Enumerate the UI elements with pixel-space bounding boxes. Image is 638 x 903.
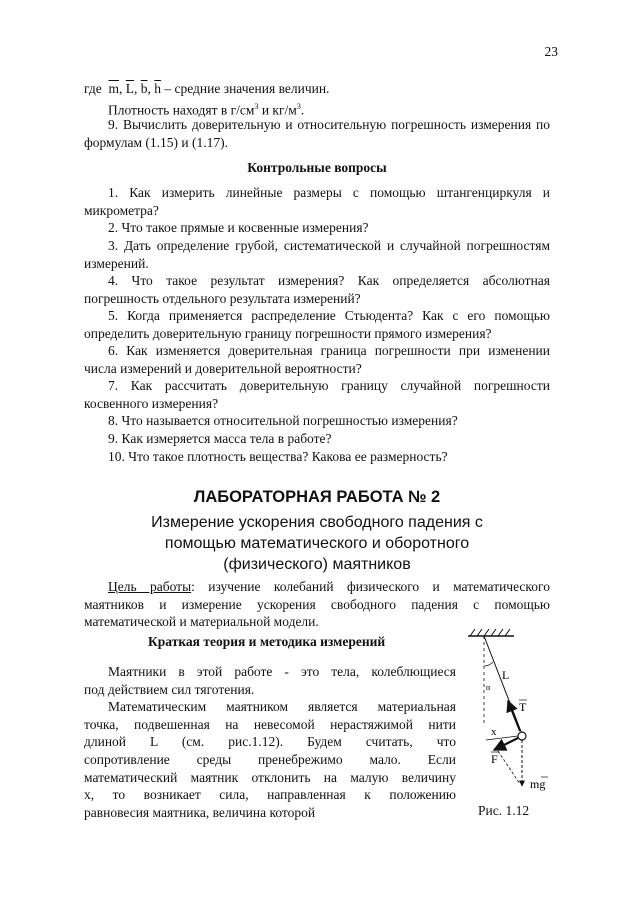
question-8: 8. Что называется относительной погрешностью измерения? xyxy=(108,413,458,428)
question-3: 3. Дать определение грубой, систематической и случайной погрешностям измерений. xyxy=(84,238,550,271)
lab-subtitle-line-1: Измерение ускорения свободного падения с xyxy=(151,514,483,531)
goal-label: Цель работы xyxy=(108,579,192,594)
var-L: $\overline{L}$ xyxy=(125,81,134,96)
questions-heading: Контрольные вопросы xyxy=(247,160,387,175)
theory-line-5: длиной L (см. рис.1.12). Будем считать, что xyxy=(84,734,456,750)
note-prefix: где xyxy=(84,81,102,96)
pendulum-figure xyxy=(458,626,558,806)
density-a: Плотность находят в г/см xyxy=(108,102,255,118)
item-9-calc: 9. Вычислить доверительную и относительную погрешность измерения по формулам (1.15) и (1.17). xyxy=(84,117,550,150)
var-m: $\overline{m}$ xyxy=(108,81,119,96)
formula-note: где $\overline{m}$, $\overline{L}$, $\overline{b}$, $\overline{h}$ – средние значения величин. xyxy=(84,81,330,96)
question-9: 9. Как измеряется масса тела в работе? xyxy=(108,431,332,446)
question-5: 5. Когда применяется распределение Стьюдента? Как с его помощью определить доверительную границу погрешности прямого измерения? xyxy=(84,308,550,341)
sup-3a: 3 xyxy=(254,102,259,111)
question-10: 10. Что такое плотность вещества? Какова ее размерность? xyxy=(108,449,448,464)
var-h: $\overline{h}$ xyxy=(154,81,161,96)
force-projection xyxy=(498,751,520,784)
theory-line-2: под действием сил тяготения. xyxy=(84,681,255,697)
force-arrow xyxy=(494,738,518,750)
label-mg-m: m xyxy=(530,777,540,791)
theory-line-7: математический маятник отклонить на малую величину xyxy=(84,769,456,785)
note-suffix: – средние значения величин. xyxy=(161,81,330,96)
label-mg-g: g xyxy=(539,777,546,791)
page-number: 23 xyxy=(544,44,558,59)
lab-title: ЛАБОРАТОРНАЯ РАБОТА № 2 xyxy=(193,488,441,506)
lab-subtitle-line-2: помощью математического и оборотного xyxy=(164,535,470,552)
label-L: L xyxy=(502,668,510,682)
angle-arc xyxy=(484,662,493,666)
theory-line-3: Математическим маятником является материальная xyxy=(108,699,456,715)
theory-line-1: Маятники в этой работе - это тела, колеблющиеся xyxy=(108,664,456,679)
question-2: 2. Что такое прямые и косвенные измерения? xyxy=(108,220,369,235)
label-x: x xyxy=(491,726,497,738)
theory-line-6: сопротивление среды пренебрежимо мало. Если xyxy=(84,751,456,767)
pendulum-bob xyxy=(518,732,526,740)
sup-3b: 3 xyxy=(296,102,301,111)
figure-caption: Рис. 1.12 xyxy=(478,803,530,818)
label-F: F xyxy=(491,752,498,766)
question-1: 1. Как измерить линейные размеры с помощью штангенциркуля и микрометра? xyxy=(84,185,550,218)
density-c: . xyxy=(300,102,305,118)
question-7: 7. Как рассчитать доверительную границу случайной погрешности косвенного измерения? xyxy=(84,378,550,411)
question-4: 4. Что такое результат измерения? Как определяется абсолютная погрешность отдельного результата измерений? xyxy=(84,273,550,306)
theory-heading: Краткая теория и методика измерений xyxy=(148,634,386,649)
lab-subtitle xyxy=(84,512,550,575)
lab-goal xyxy=(84,578,550,631)
theory-line-4: точка, подвешенная на невесомой нерастяжимой нити xyxy=(84,716,456,732)
theory-text xyxy=(84,663,456,821)
label-alpha: α xyxy=(486,683,491,692)
question-6: 6. Как изменяется доверительная граница погрешности при изменении числа измерений и доверительной вероятности? xyxy=(84,343,550,376)
label-mg xyxy=(530,777,545,791)
density-b: и кг/м xyxy=(258,102,297,118)
label-T: T xyxy=(519,700,527,714)
theory-line-8: x, то возникает сила, направленная к положению xyxy=(84,787,456,803)
ceiling-hatch xyxy=(470,629,510,636)
goal-text: : изучение колебаний физического и математического маятников и измерение ускорения свободного падения с помощью математической и материальной модели. xyxy=(84,579,550,630)
var-b: $\overline{b}$ xyxy=(140,81,148,96)
theory-line-9: равновесия маятника, величина которой xyxy=(84,804,316,820)
lab-subtitle-line-3: (физического) маятников xyxy=(223,556,411,573)
